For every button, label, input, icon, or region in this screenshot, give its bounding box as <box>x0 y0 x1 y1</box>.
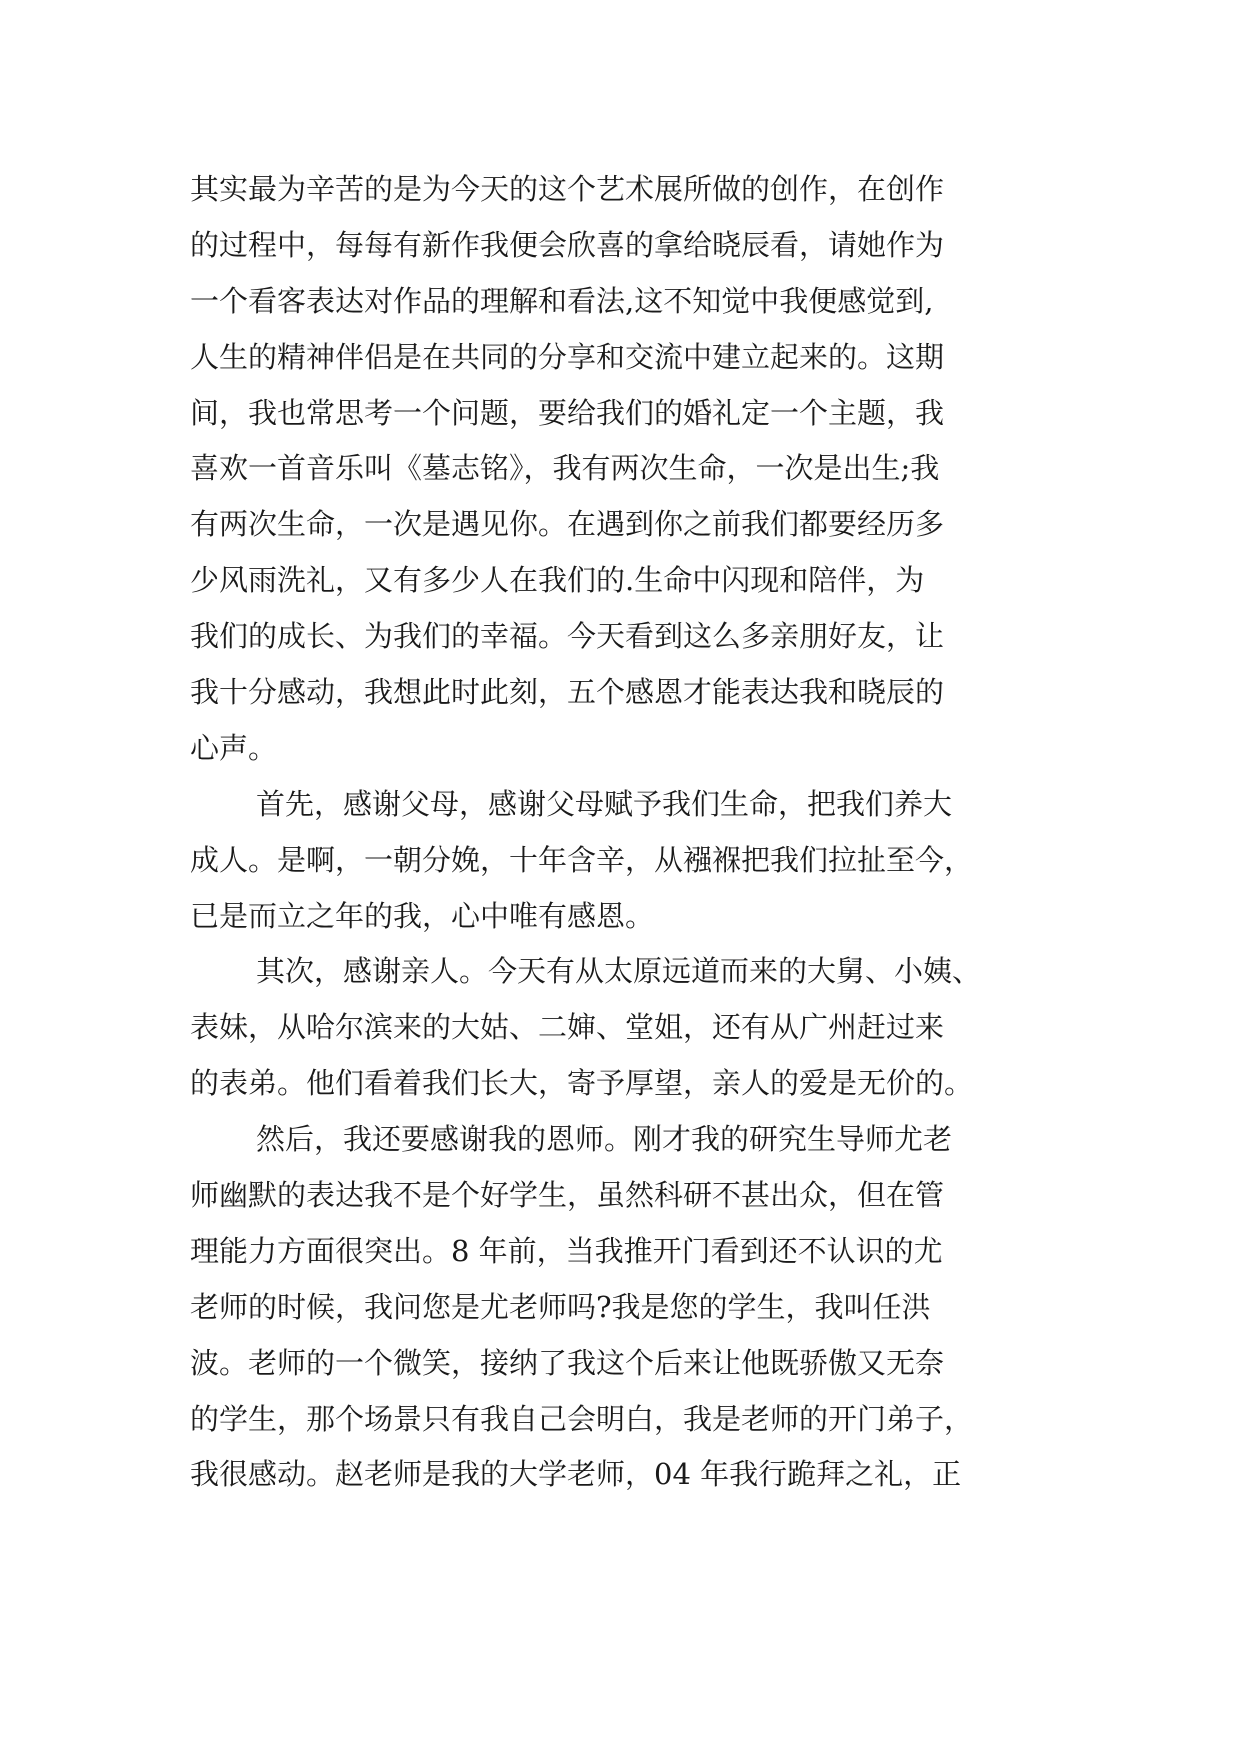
text-line: 间，我也常思考一个问题，要给我们的婚礼定一个主题，我 <box>190 395 945 430</box>
text-line: 成人。是啊，一朝分娩，十年含辛，从襁褓把我们拉扯至今， <box>190 842 974 877</box>
text-line: 的表弟。他们看着我们长大，寄予厚望，亲人的爱是无价的。 <box>190 1066 974 1101</box>
text-line: 的学生，那个场景只有我自己会明白，我是老师的开门弟子， <box>190 1401 974 1436</box>
text-line: 首先，感谢父母，感谢父母赋予我们生命，把我们养大 <box>256 786 953 821</box>
paragraph-2 <box>190 777 1090 945</box>
text-line: 波。老师的一个微笑，接纳了我这个后来让他既骄傲又无奈 <box>190 1345 945 1380</box>
text-line: 理能力方面很突出。8 年前，当我推开门看到还不认识的尤 <box>190 1233 943 1268</box>
paragraph-3 <box>190 944 1090 1112</box>
paragraph-1 <box>190 162 1090 777</box>
text-line: 我们的成长、为我们的幸福。今天看到这么多亲朋好友，让 <box>190 619 945 654</box>
text-line: 其实最为辛苦的是为今天的这个艺术展所做的创作，在创作 <box>190 172 945 206</box>
text-line: 老师的时候，我问您是尤老师吗?我是您的学生，我叫任洪 <box>190 1289 931 1324</box>
text-line: 表妹，从哈尔滨来的大姑、二婶、堂姐，还有从广州赶过来 <box>190 1010 945 1045</box>
text-line: 其次，感谢亲人。今天有从太原远道而来的大舅、小姨、 <box>256 954 982 989</box>
text-line: 我很感动。赵老师是我的大学老师，04 年我行跪拜之礼，正 <box>190 1457 962 1492</box>
paragraph-4 <box>190 1112 1090 1503</box>
body-text <box>190 162 1090 1503</box>
text-line: 已是而立之年的我，心中唯有感恩。 <box>190 898 655 933</box>
text-line: 一个看客表达对作品的理解和看法,这不知觉中我便感觉到, <box>190 283 934 318</box>
text-line: 少风雨洗礼，又有多少人在我们的.生命中闪现和陪伴，为 <box>190 563 925 598</box>
text-line: 有两次生命，一次是遇见你。在遇到你之前我们都要经历多 <box>190 507 945 542</box>
text-line: 然后，我还要感谢我的恩师。刚才我的研究生导师尤老 <box>256 1122 953 1157</box>
text-line: 人生的精神伴侣是在共同的分享和交流中建立起来的。这期 <box>190 339 945 374</box>
text-line: 师幽默的表达我不是个好学生，虽然科研不甚出众，但在管 <box>190 1178 945 1213</box>
text-line: 的过程中，每每有新作我便会欣喜的拿给晓辰看，请她作为 <box>190 227 945 262</box>
text-line: 喜欢一首音乐叫《墓志铭》，我有两次生命，一次是出生;我 <box>190 451 940 486</box>
text-line: 心声。 <box>190 730 278 765</box>
text-line: 我十分感动，我想此时此刻，五个感恩才能表达我和晓辰的 <box>190 675 945 710</box>
